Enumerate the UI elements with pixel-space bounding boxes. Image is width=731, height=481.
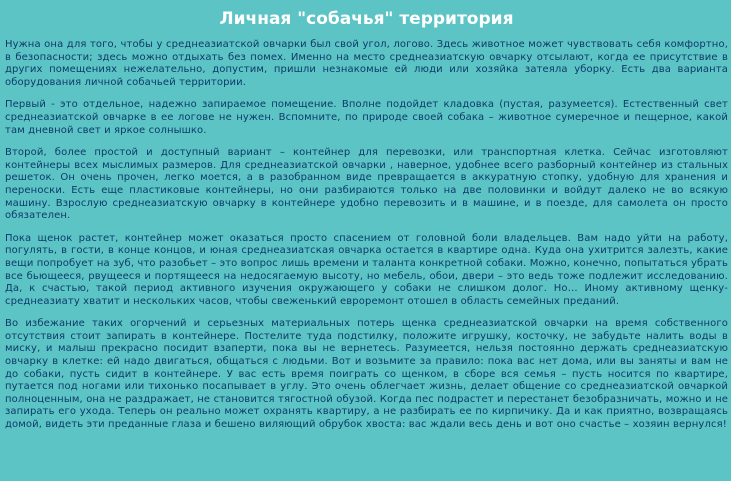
page-title: Личная "собачья" территория <box>219 9 514 29</box>
paragraph: Пока щенок растет, контейнер может оказаться просто спасением от головной боли владельцев. Вам надо уйти на работу, погулять, в гости, в конце концов, и юная среднеазиатская овчарка остается в квартире одна. Куда она ухитрится залезть, какие вещи попробует на зуб, что разобьет – это вопрос лишь времени и таланта конкретной собаки. Можно, конечно, попытаться убрать все бьющееся, рвущееся и портящееся на недосягаемую высоту, но мебель, обои, двери – это ведь тоже подлежит исследованию. Да, к счастью, такой период активного изучения окружающего у собаки не слишком долог. Но… Иному активному щенку-среднеазиату хватит и нескольких часов, чтобы свеженький евроремонт отошел в область семейных преданий. <box>5 232 728 307</box>
paragraph: Нужна она для того, чтобы у среднеазиатской овчарки был свой угол, логово. Здесь животное может чувствовать себя комфортно, в безопасности; здесь можно отдыхать без помех. Именно на место среднеазиатскую овчарку отсылают, когда ее присутствие в других помещениях нежелательно, допустим, пришли незнакомые ей люди или хозяйка затеяла уборку. Есть два варианта оборудования личной собачьей территории. <box>5 39 728 88</box>
paragraph: Первый - это отдельное, надежно запираемое помещение. Вполне подойдет кладовка (пустая, разумеется). Естественный свет среднеазиатской овчарке в ее логове не нужен. Вспомните, по природе своей собака – животное сумеречное и пещерное, какой там дневной свет и яркое солнышко. <box>5 99 728 136</box>
paragraph: Второй, более простой и доступный вариант – контейнер для перевозки, или транспортная клетка. Сейчас изготовляют контейнеры всех мыслимых размеров. Для среднеазиатской овчарки , наверное, удобнее всего разборный контейнер из стальных решеток. Он очень прочен, легко моется, а в разобранном виде превращается в аккуратную стопку, удобную для хранения и переноски. Есть еще пластиковые контейнеры, но они разбираются только на две половинки и войдут далеко не во всякую машину. Взрослую среднеазиатскую овчарку в контейнере удобно перевозить и в машине, и в поезде, для самолета он просто обязателен. <box>5 147 728 222</box>
paragraph: Во избежание таких огорчений и серьезных материальных потерь щенка среднеазиатской овчарки на время собственного отсутствия стоит запирать в контейнере. Постелите туда подстилку, положите игрушку, косточку, не забудьте налить воды в миску, и малыш прекрасно посидит взаперти, пока вы не вернетесь. Разумеется, нельзя постоянно держать среднеазиатскую овчарку в клетке: ей надо двигаться, общаться с людьми. Вот и возьмите за правило: пока вас нет дома, или вы заняты и вам не до собаки, пусть сидит в контейнере. У вас есть время поиграть со щенком, в сборе вся семья – пусть носится по квартире, путается под ногами или тихонько посапывает в углу. Это очень облегчает жизнь, делает общение со среднеазиатской овчаркой полноценным, она не раздражает, не становится тягостной обузой. Когда пес подрастет и перестанет безобразничать, можно и не запирать его ухода. Теперь он реально может охранять квартиру, а не разбирать ее по кирпичику. Да и как приятно, возвращаясь домой, видеть эти преданные глаза и бешено виляющий обрубок хвоста: вас ждали весь день и вот оно счастье – хозяин вернулся! <box>5 318 728 431</box>
